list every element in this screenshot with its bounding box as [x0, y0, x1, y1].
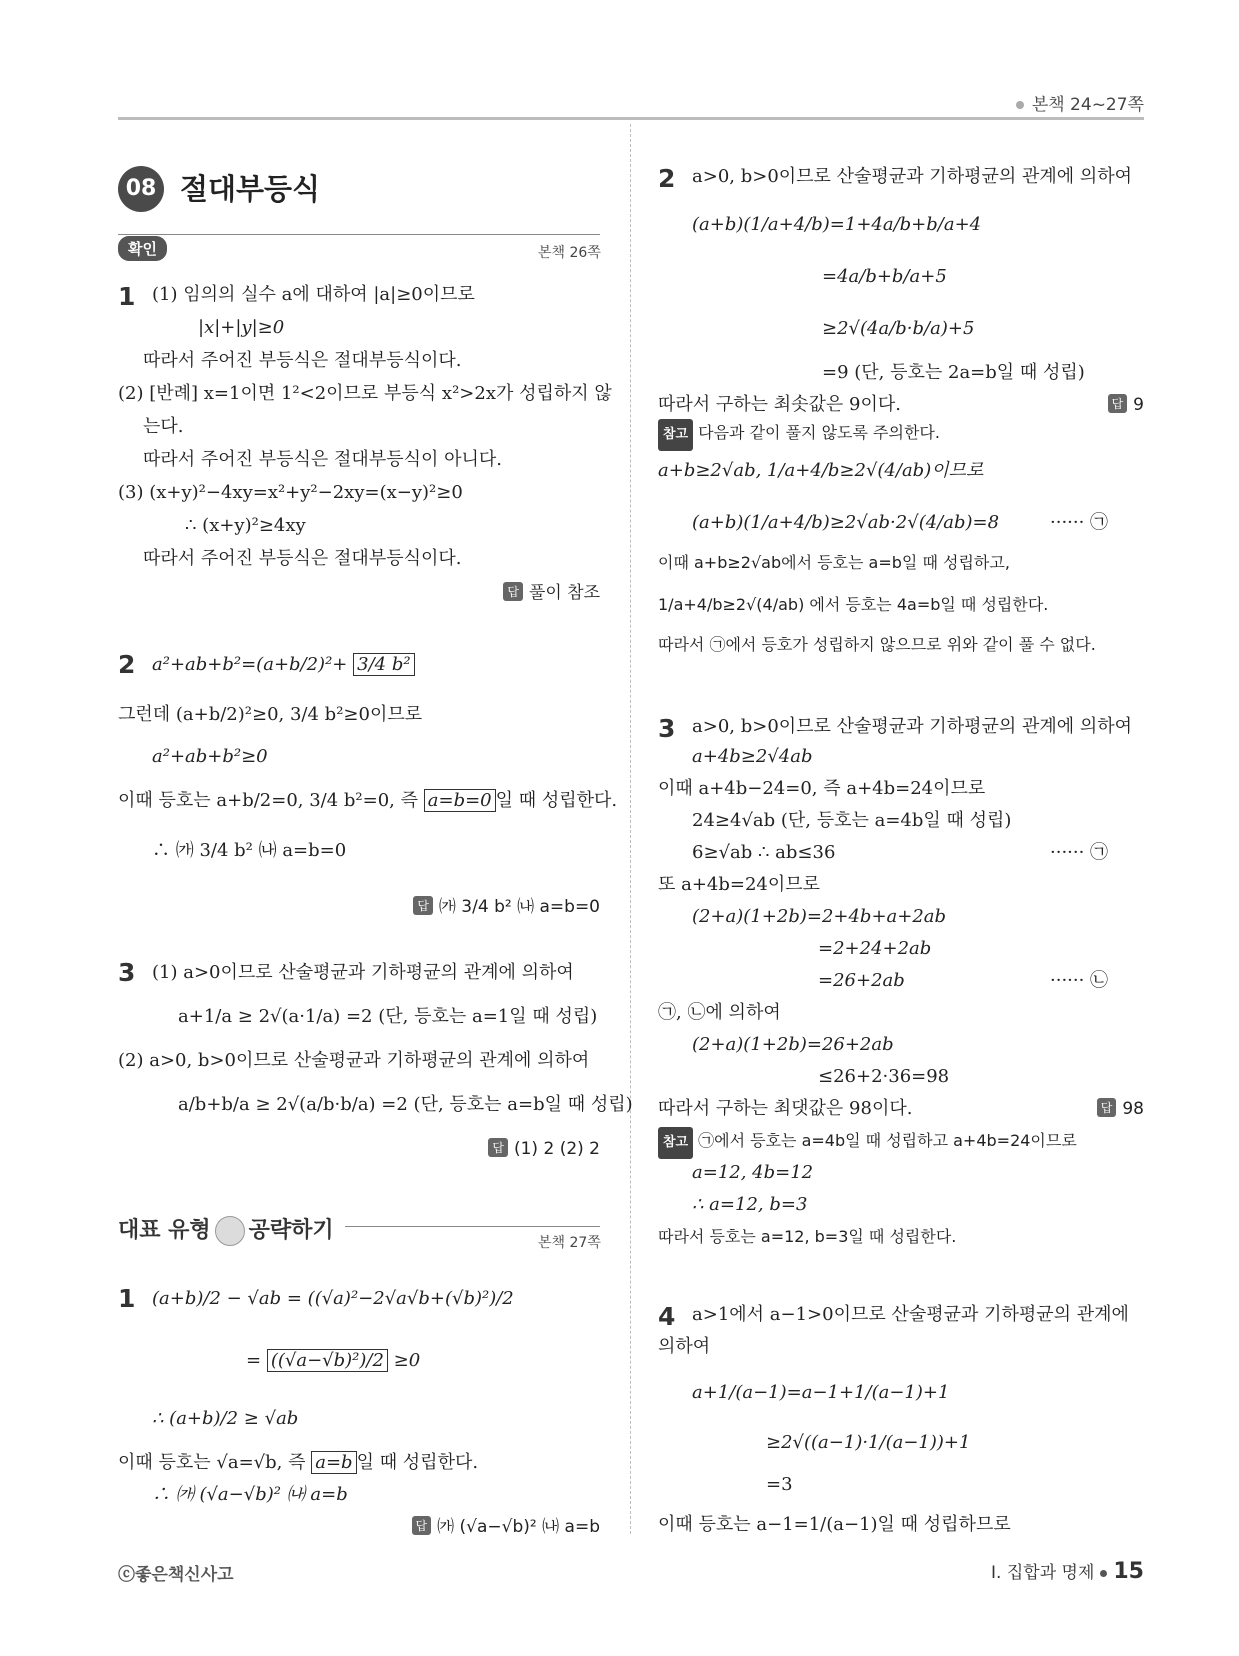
solution-line: ······ ㉡: [1050, 970, 1109, 991]
answer: 답 ㈎ 3/4 b² ㈏ a=b=0: [413, 892, 600, 917]
solution-line: (a+b)(1/a+4/b)=1+4a/b+b/a+4: [692, 214, 982, 235]
note-line: ∴ a=12, b=3: [692, 1194, 808, 1215]
solution-line: a>0, b>0이므로 산술평균과 기하평균의 관계에 의하여: [692, 716, 1133, 737]
column-divider: [630, 124, 631, 1534]
check-rule: [118, 234, 600, 235]
solution-line: ∴ ㈎ (√a−√b)² ㈏ a=b: [152, 1484, 348, 1505]
solution-line: (1) a>0이므로 산술평균과 기하평균의 관계에 의하여: [152, 962, 574, 983]
problem-number: 2: [658, 164, 676, 193]
solution-line: 이때 등호는 a−1=1/(a−1)일 때 성립하므로: [658, 1514, 1011, 1535]
solution-line: (1) 임의의 실수 a에 대하여 |a|≥0이므로: [152, 284, 475, 305]
page-number: 15: [1113, 1559, 1144, 1584]
solution-line: a+1/(a−1)=a−1+1/(a−1)+1: [692, 1382, 950, 1403]
problem-number: 2: [118, 650, 136, 679]
solution-line: a/b+b/a ≥ 2√(a/b·b/a) =2 (단, 등호는 a=b일 때 성립): [178, 1094, 633, 1115]
solution-line: 따라서 구하는 최솟값은 9이다.: [658, 394, 901, 415]
answer-tag-icon: 답: [412, 1516, 432, 1535]
answer: 답 (1) 2 (2) 2: [488, 1138, 600, 1159]
answer-tag-icon: 답: [1097, 1098, 1117, 1117]
note-line: a=12, 4b=12: [692, 1162, 814, 1183]
solution-line: ······ ㉠: [1050, 842, 1109, 863]
solution-line: 그런데 (a+b/2)²≥0, 3/4 b²≥0이므로: [118, 704, 423, 725]
note-line: 참고 다음과 같이 풀지 않도록 주의한다.: [658, 418, 940, 451]
note-line: a+b≥2√ab, 1/a+4/b≥2√(4/ab)이므로: [658, 460, 984, 481]
solution-line: ≥2√(4a/b·b/a)+5: [822, 318, 975, 339]
flask-icon: [215, 1216, 245, 1246]
solution-line: (a+b)/2 − √ab = ((√a)²−2√a√b+(√b)²)/2: [152, 1288, 514, 1309]
solution-line: ㉠, ㉡에 의하여: [658, 1002, 781, 1023]
answer: 답 98: [1097, 1098, 1144, 1119]
type-section-heading: 대표 유형 공략하기: [118, 1213, 334, 1246]
solution-line: a²+ab+b²≥0: [152, 746, 268, 767]
note-line: (a+b)(1/a+4/b)≥2√ab·2√(4/ab)=8: [692, 512, 1000, 533]
type-section-page-ref: 본책 27쪽: [538, 1235, 601, 1251]
check-label: 확인: [118, 236, 167, 261]
answer: 답 9: [1108, 394, 1144, 415]
page-reference: 본책 24~27쪽: [1016, 90, 1144, 115]
solution-line: 는다.: [143, 416, 184, 437]
solution-line: 따라서 주어진 부등식은 절대부등식이다.: [143, 350, 462, 371]
problem-number: 4: [658, 1302, 676, 1331]
type-section-rule: [345, 1226, 600, 1227]
solution-line: (2+a)(1+2b)=2+4b+a+2ab: [692, 906, 947, 927]
answer-tag-icon: 답: [413, 896, 433, 915]
solution-line: |x|+|y|≥0: [198, 317, 285, 338]
note-label: 참고: [658, 419, 693, 451]
solution-line: (2+a)(1+2b)=26+2ab: [692, 1034, 894, 1055]
problem-number: 1: [118, 282, 136, 311]
solution-line: 24≥4√ab (단, 등호는 a=4b일 때 성립): [692, 810, 1012, 831]
answer-tag-icon: 답: [503, 582, 523, 601]
solution-line: 의하여: [658, 1336, 711, 1357]
section-title: 절대부등식: [180, 172, 321, 206]
note-line: 1/a+4/b≥2√(4/ab) 에서 등호는 4a=b일 때 성립한다.: [658, 595, 1049, 614]
note-line: 이때 a+b≥2√ab에서 등호는 a=b일 때 성립하고,: [658, 553, 1010, 572]
solution-line: 따라서 주어진 부등식은 절대부등식이다.: [143, 548, 462, 569]
check-page-ref: 본책 26쪽: [538, 245, 601, 261]
note-line: 따라서 등호는 a=12, b=3일 때 성립한다.: [658, 1227, 957, 1246]
solution-line: a+4b≥2√4ab: [692, 746, 813, 767]
solution-line: a²+ab+b²=(a+b/2)²+ 3/4 b²: [152, 650, 415, 680]
problem-number: 3: [658, 714, 676, 743]
solution-line: ∴ (x+y)²≥4xy: [185, 515, 306, 536]
solution-line: ∴ (a+b)/2 ≥ √ab: [152, 1408, 299, 1429]
solution-line: = ((√a−√b)²)/2 ≥0: [246, 1350, 421, 1371]
note-line: 따라서 ㉠에서 등호가 성립하지 않으므로 위와 같이 풀 수 없다.: [658, 635, 1096, 654]
page-footer: Ⅰ. 집합과 명제 15: [991, 1559, 1144, 1584]
note-label: 참고: [658, 1127, 693, 1159]
solution-line: a>1에서 a−1>0이므로 산술평균과 기하평균의 관계에: [692, 1304, 1129, 1325]
solution-line: (2) a>0, b>0이므로 산술평균과 기하평균의 관계에 의하여: [118, 1050, 590, 1071]
solution-line: ≤26+2·36=98: [818, 1066, 950, 1087]
problem-number: 3: [118, 958, 136, 987]
solution-line: 이때 등호는 √a=√b, 즉 a=b 일 때 성립한다.: [118, 1452, 479, 1473]
solution-line: (3) (x+y)²−4xy=x²+y²−2xy=(x−y)²≥0: [118, 482, 463, 503]
solution-line: a+1/a ≥ 2√(a·1/a) =2 (단, 등호는 a=1일 때 성립): [178, 1006, 598, 1027]
solution-line: 따라서 주어진 부등식은 절대부등식이 아니다.: [143, 449, 502, 470]
solution-line: ≥2√((a−1)·1/(a−1))+1: [766, 1432, 971, 1453]
answer: 답 ㈎ (√a−√b)² ㈏ a=b: [412, 1512, 600, 1537]
solution-line: =3: [766, 1474, 793, 1495]
note-line: 참고 ㉠에서 등호는 a=4b일 때 성립하고 a+4b=24이므로: [658, 1126, 1077, 1159]
solution-line: a>0, b>0이므로 산술평균과 기하평균의 관계에 의하여: [692, 166, 1133, 187]
solution-line: ∴ ㈎ 3/4 b² ㈏ a=b=0: [152, 840, 347, 861]
solution-line: 이때 a+4b−24=0, 즉 a+4b=24이므로: [658, 778, 986, 799]
solution-line: =26+2ab: [818, 970, 905, 991]
solution-line: 이때 등호는 a+b/2=0, 3/4 b²=0, 즉 a=b=0 일 때 성립한다.: [118, 790, 618, 811]
solution-line: 따라서 구하는 최댓값은 98이다.: [658, 1098, 913, 1119]
answer: 답 풀이 참조: [503, 578, 600, 603]
note-line: ······ ㉠: [1050, 512, 1109, 533]
section-number-badge: 08: [118, 166, 164, 212]
solution-line: =2+24+2ab: [818, 938, 932, 959]
solution-line: =9 (단, 등호는 2a=b일 때 성립): [822, 362, 1085, 383]
solution-line: 6≥√ab ∴ ab≤36: [692, 842, 836, 863]
solution-line: (2) [반례] x=1이면 1²<2이므로 부등식 x²>2x가 성립하지 않: [118, 383, 612, 404]
publisher-logo: ⓒ좋은책신사고: [118, 1565, 234, 1585]
answer-tag-icon: 답: [1108, 394, 1128, 413]
header-rule: [118, 117, 1144, 120]
problem-number: 1: [118, 1284, 136, 1313]
solution-line: 또 a+4b=24이므로: [658, 874, 821, 895]
solution-line: =4a/b+b/a+5: [822, 266, 947, 287]
answer-tag-icon: 답: [488, 1138, 508, 1157]
